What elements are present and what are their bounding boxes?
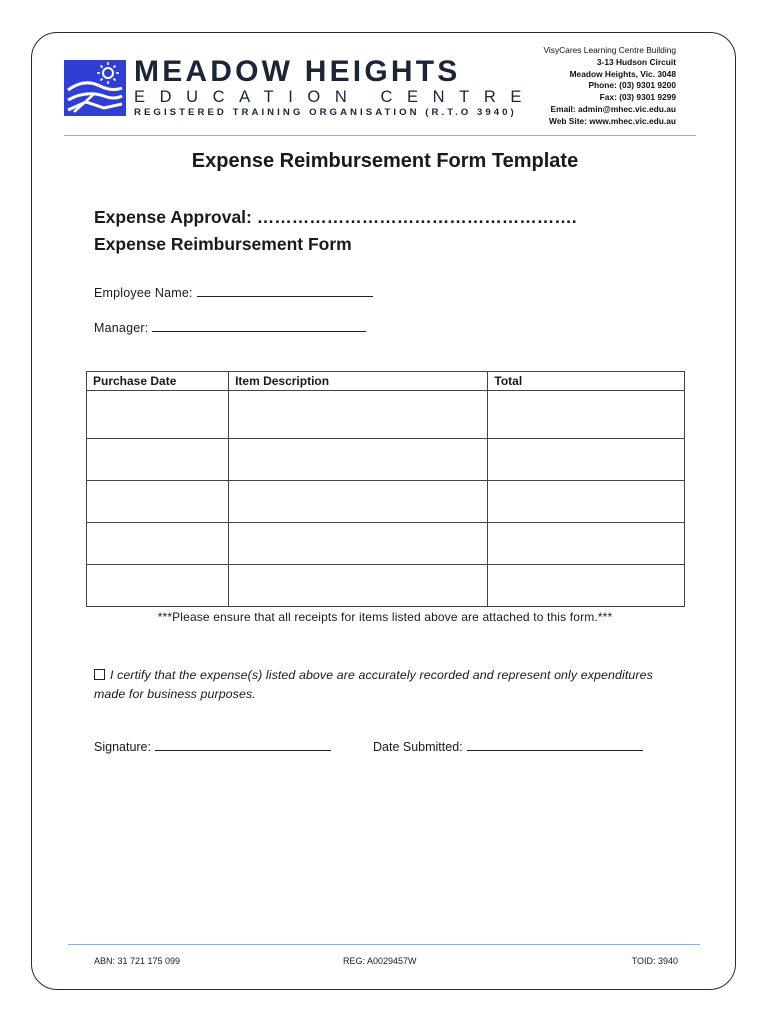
contact-email[interactable]: Email: admin@mhec.vic.edu.au — [550, 103, 676, 114]
contact-block — [543, 45, 676, 128]
signature-label: Signature: — [94, 740, 151, 754]
form-heading: Expense Reimbursement Form — [94, 234, 352, 254]
cell-purchase-date[interactable] — [87, 439, 229, 481]
table-header-row — [87, 372, 685, 391]
cell-purchase-date[interactable] — [87, 481, 229, 523]
manager-label: Manager: — [94, 321, 149, 335]
brand-name: MEADOW HEIGHTS — [134, 55, 461, 88]
page-title: Expense Reimbursement Form Template — [191, 150, 579, 172]
footer-toid: TOID: 3940 — [631, 956, 678, 966]
certification-statement — [94, 666, 674, 703]
table-row — [87, 391, 685, 439]
cell-total[interactable] — [488, 523, 685, 565]
contact-address2: Meadow Heights, Vic. 3048 — [569, 68, 676, 79]
manager-line[interactable] — [152, 319, 366, 332]
signature-line[interactable] — [155, 738, 331, 751]
expense-approval-heading: Expense Approval: ………………………………………………. — [94, 207, 577, 227]
contact-phone: Phone: (03) 9301 9200 — [588, 80, 676, 91]
employee-name-field[interactable] — [94, 284, 373, 301]
footer-divider — [68, 944, 700, 945]
header-purchase-date: Purchase Date — [87, 372, 229, 391]
cell-item-description[interactable] — [229, 523, 488, 565]
contact-fax: Fax: (03) 9301 9299 — [599, 92, 676, 103]
certify-text: I certify that the expense(s) listed above are accurately recorded and represent only expenditures made for business purposes. — [94, 668, 653, 701]
footer-abn: ABN: 31 721 175 099 — [94, 956, 181, 966]
cell-total[interactable] — [488, 565, 685, 607]
signature-field[interactable] — [94, 738, 331, 755]
receipt-note: ***Please ensure that all receipts for items listed above are attached to this form.*** — [157, 610, 613, 624]
cell-purchase-date[interactable] — [87, 391, 229, 439]
contact-address1: 3-13 Hudson Circuit — [596, 56, 676, 67]
cell-item-description[interactable] — [229, 481, 488, 523]
table-row — [87, 565, 685, 607]
expense-table — [86, 371, 685, 607]
cell-total[interactable] — [488, 481, 685, 523]
date-submitted-line[interactable] — [467, 738, 643, 751]
meadow-heights-logo-icon — [64, 60, 126, 116]
date-submitted-label: Date Submitted: — [373, 740, 463, 754]
table-row — [87, 523, 685, 565]
contact-building: VisyCares Learning Centre Building — [543, 45, 676, 55]
contact-website[interactable]: Web Site: www.mhec.vic.edu.au — [548, 115, 676, 126]
employee-name-line[interactable] — [197, 284, 373, 297]
manager-field[interactable] — [94, 319, 366, 336]
brand-rto: REGISTERED TRAINING ORGANISATION (R.T.O 3940) — [134, 107, 517, 118]
cell-total[interactable] — [488, 391, 685, 439]
header-divider — [64, 135, 696, 136]
table-row — [87, 481, 685, 523]
certify-checkbox[interactable] — [94, 669, 105, 680]
cell-purchase-date[interactable] — [87, 565, 229, 607]
cell-total[interactable] — [488, 439, 685, 481]
date-submitted-field[interactable] — [373, 738, 643, 755]
cell-purchase-date[interactable] — [87, 523, 229, 565]
brand-subtitle: EDUCATION CENTRE — [134, 88, 536, 106]
cell-item-description[interactable] — [229, 391, 488, 439]
employee-name-label: Employee Name: — [94, 286, 193, 300]
cell-item-description[interactable] — [229, 439, 488, 481]
header-total: Total — [488, 372, 685, 391]
footer-reg: REG: A0029457W — [343, 956, 417, 966]
header-item-description: Item Description — [229, 372, 488, 391]
table-row — [87, 439, 685, 481]
cell-item-description[interactable] — [229, 565, 488, 607]
